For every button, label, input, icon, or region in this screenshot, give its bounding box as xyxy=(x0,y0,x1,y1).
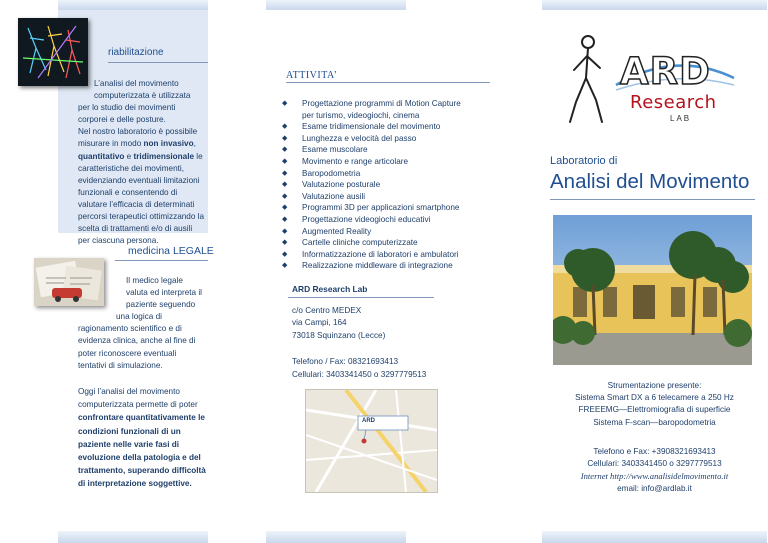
bottom-band xyxy=(266,531,406,543)
contact-phone: Telefono / Fax: 08321693413 xyxy=(292,357,399,367)
logo-lab-text: LAB xyxy=(670,114,692,123)
address-line: via Campi, 164 xyxy=(292,318,347,328)
activity-item: ◆ Esame tridimensionale del movimento xyxy=(280,121,505,133)
legal-line: ragionamento scientifico e di xyxy=(78,324,182,334)
rehab-text xyxy=(78,78,248,247)
activity-item: ◆ Programmi 3D per applicazioni smartphone xyxy=(280,202,505,214)
rehab-line: L’analisi del movimento xyxy=(94,79,179,88)
equipment-list xyxy=(542,380,767,429)
legal-line: paziente seguendo xyxy=(126,300,196,310)
activity-item: ◆ Cartelle cliniche computerizzate xyxy=(280,237,505,249)
equipment-item: FREEEMG—Elettromiografia di superficie xyxy=(578,405,731,415)
legal-line: tentativi di simulazione. xyxy=(78,360,163,370)
contact-rule xyxy=(288,297,434,298)
address-line: 73018 Squinzano (Lecce) xyxy=(292,330,386,340)
activity-item: ◆ Baropodometria xyxy=(280,168,505,180)
contact-address xyxy=(292,305,426,381)
bottom-band xyxy=(58,531,208,543)
activities-title: ATTIVITA’ xyxy=(286,70,338,81)
activity-item: ◆ Informatizzazione di laboratori e ambulatori xyxy=(280,249,505,261)
rehab-text-fragment: , xyxy=(193,139,196,149)
address-line: c/o Centro MEDEX xyxy=(292,306,362,315)
equipment-item: Sistema F-scan—baropodometria xyxy=(593,417,716,427)
map-label: ARD xyxy=(362,418,375,424)
today-line-bold: di interpretazione soggettive. xyxy=(78,479,192,489)
contact-block xyxy=(542,446,767,495)
rehab-line: valutare l’efficacia di determinati xyxy=(78,199,195,209)
today-line-bold: confrontare quantitativamente le xyxy=(78,413,205,423)
top-band xyxy=(266,0,406,10)
activity-item: ◆ Progettazione videogiochi educativi xyxy=(280,214,505,226)
activity-item: ◆ Lunghezza e velocità del passo xyxy=(280,133,505,145)
contact-phone: Telefono e Fax: +3908321693413 xyxy=(593,447,716,456)
activity-item: ◆ Realizzazione middleware di integrazione xyxy=(280,260,505,272)
page-title: Analisi del Movimento xyxy=(550,170,750,193)
today-line-bold: paziente nelle varie fasi di xyxy=(78,439,180,449)
rehab-line: Nel nostro laboratorio è possibile xyxy=(78,127,198,137)
top-band xyxy=(58,0,208,10)
rehab-line: scelta di trattamenti e/o di ausili xyxy=(78,224,193,234)
rehab-line: funzionali e consentendo di xyxy=(78,187,178,197)
activity-item: ◆ Progettazione programmi di Motion Capture xyxy=(280,98,505,110)
activity-item: ◆ Valutazione posturale xyxy=(280,179,505,191)
rehab-heading-rule xyxy=(108,62,208,63)
subtitle: Laboratorio di xyxy=(550,155,618,167)
legal-text xyxy=(78,275,248,372)
rehab-text-fragment: e xyxy=(124,151,134,161)
rehab-bold-fragment: non invasivo xyxy=(143,139,194,149)
motion-capture-image xyxy=(18,18,88,86)
legal-line: valuta ed interpreta il xyxy=(126,288,203,298)
logo-ard-text: ARD xyxy=(620,50,711,93)
location-map[interactable] xyxy=(305,389,438,493)
building-photo xyxy=(553,215,752,365)
rehab-heading: riabilitazione xyxy=(108,47,164,58)
rehab-text-fragment: misurare in modo xyxy=(78,139,144,149)
activity-item: ◆ Movimento e range articolare xyxy=(280,156,505,168)
legal-heading-rule xyxy=(115,260,208,261)
left-panel xyxy=(0,0,256,543)
logo-research-text: Research xyxy=(630,92,717,113)
activities-rule xyxy=(286,82,490,83)
activity-item-continued: per turismo, videogiochi, cinema xyxy=(302,110,420,120)
today-line-bold: trattamento, superando difficoltà xyxy=(78,466,206,476)
equipment-item: Sistema Smart DX a 6 telecamere a 250 Hz xyxy=(575,393,734,403)
rehab-line: per ciascuna persona. xyxy=(78,236,159,246)
rehab-bold-fragment: quantitativo xyxy=(78,151,125,161)
title-rule xyxy=(550,199,755,200)
ard-logo xyxy=(556,30,736,130)
legal-line: Il medico legale xyxy=(126,276,183,285)
rehab-line: corporei e delle posture. xyxy=(78,115,166,125)
legal-heading: medicina LEGALE xyxy=(128,245,214,257)
rehab-line xyxy=(78,151,248,163)
contact-title: ARD Research Lab xyxy=(292,284,368,294)
website-link[interactable]: Internet http://www.analisidelmovimento.it xyxy=(580,471,729,482)
legal-line: evidenza clinica, anche al fine di xyxy=(78,336,196,346)
equipment-title: Strumentazione presente: xyxy=(607,381,702,390)
email-link[interactable]: email: info@ardlab.it xyxy=(617,483,692,493)
today-line-bold: evoluzione della patologia e del xyxy=(78,453,201,463)
rehab-line: per lo studio dei movimenti xyxy=(78,103,176,113)
rehab-line: computerizzata è utilizzata xyxy=(94,91,191,101)
bottom-band xyxy=(542,531,767,543)
legal-line: una logica di xyxy=(116,312,162,322)
rehab-line: evidenziando eventuali limitazioni xyxy=(78,175,200,185)
right-panel xyxy=(512,0,768,543)
rehab-line xyxy=(78,138,248,150)
middle-panel xyxy=(256,0,512,543)
activity-item: ◆ Augmented Reality xyxy=(280,226,505,238)
rehab-bold-fragment: tridimensionale xyxy=(133,151,195,161)
legal-line: poter riconoscere eventuali xyxy=(78,348,177,358)
activity-item: ◆ Esame muscolare xyxy=(280,144,505,156)
contact-mobile: Cellulari: 3403341450 o 3297779513 xyxy=(292,369,427,379)
activity-item: ◆ Valutazione ausili xyxy=(280,191,505,203)
today-text xyxy=(78,385,253,491)
top-band xyxy=(542,0,767,10)
today-line-bold: condizioni funzionali di un xyxy=(78,426,181,436)
rehab-text-fragment: le xyxy=(194,151,203,161)
rehab-line: caratteristiche dei movimenti, xyxy=(78,163,185,173)
rehab-line: percorsi terapeutici ottimizzando la xyxy=(78,212,205,222)
today-line: Oggi l’analisi del movimento xyxy=(78,387,180,396)
contact-mobile: Cellulari: 3403341450 o 3297779513 xyxy=(587,459,722,469)
activities-list xyxy=(280,98,505,272)
today-line: computerizzata permette di poter xyxy=(78,400,198,410)
